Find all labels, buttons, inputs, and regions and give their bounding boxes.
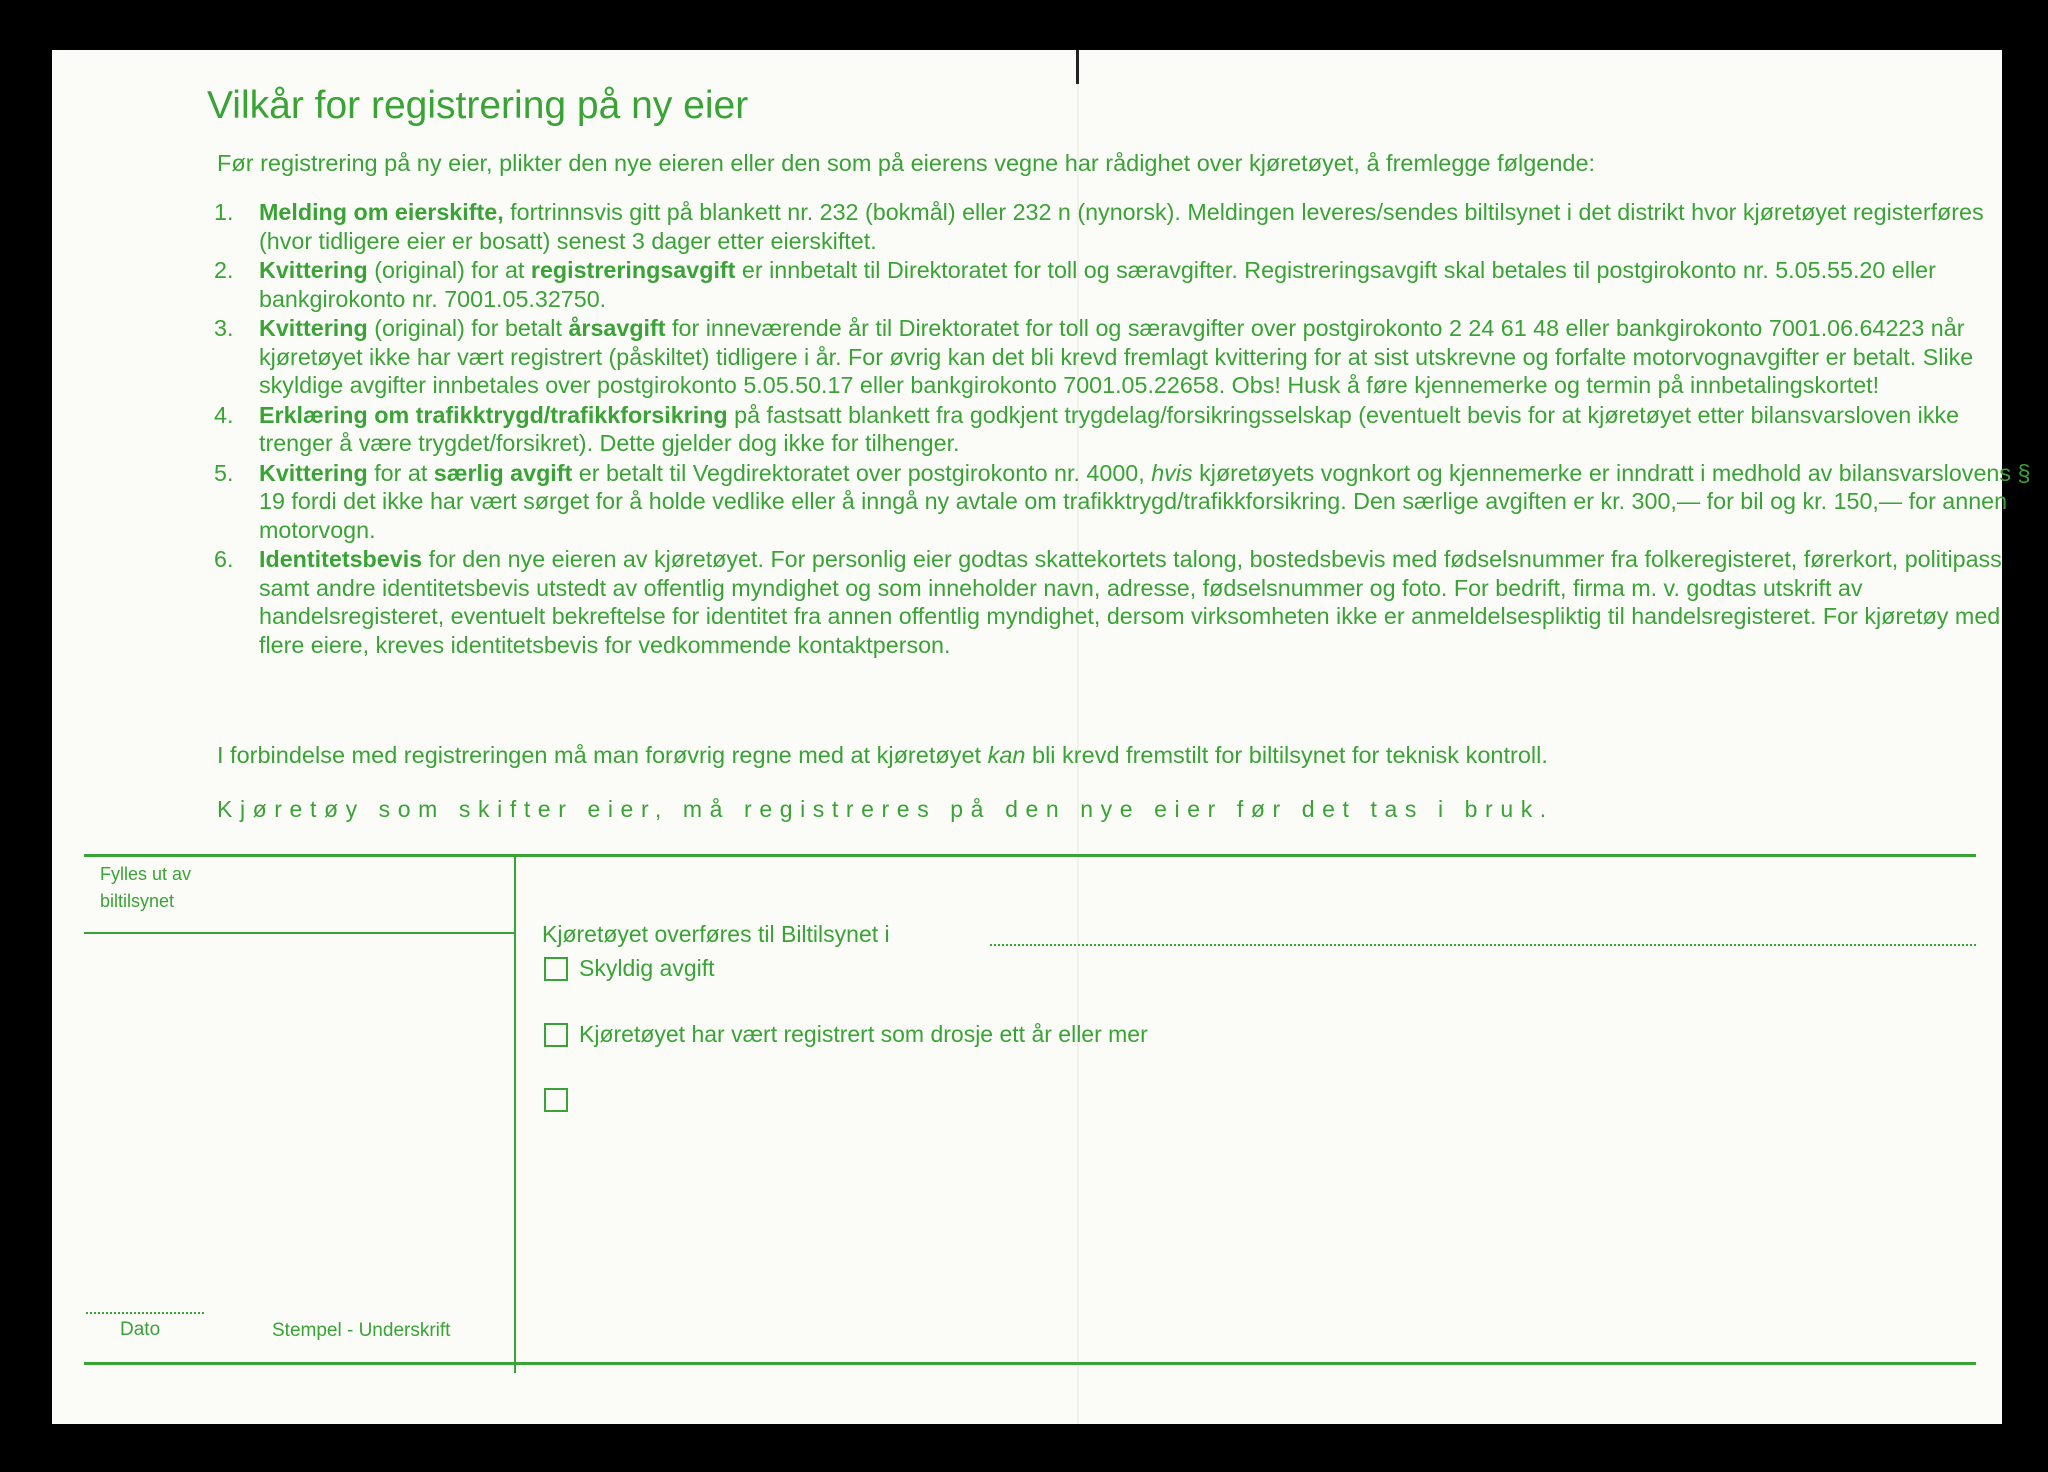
item-number: 5. <box>214 459 234 486</box>
item-lead: Kvittering <box>259 315 368 341</box>
checkbox-row <box>544 1088 579 1112</box>
checkbox-label: Skyldig avgift <box>579 955 715 981</box>
item-text: kjøretøyets vognkort og kjennemerke er inndratt i medhold av bilansvarslovens § 19 fordi det ikke har vært sørget for å holde vedlike eller å inngå ny avtale om trafikktrygd/trafikkforsikring. Den særlige avgiften er kr. 300,— for bil og kr. 150,— for annen motorvogn. <box>259 459 2031 543</box>
office-label-line: biltilsynet <box>100 891 175 911</box>
note-text: I forbindelse med registreringen må man forøvrig regne med at kjøretøyet <box>217 742 988 768</box>
form-top-rule <box>84 854 1976 857</box>
office-label-line: Fylles ut av <box>100 864 192 884</box>
item-text: på fastsatt blankett fra godkjent trygdelag/forsikringsselskap (eventuelt bevis for at kjøretøyet etter bilansvarsloven ikke trenger å være trygdet/forsikret). Dette gjelder dog ikke for tilhenger. <box>259 401 1960 456</box>
document-sheet <box>52 50 2031 1424</box>
item-number: 6. <box>214 546 234 572</box>
skyldig-avgift-checkbox[interactable] <box>544 957 568 981</box>
note-italic: kan <box>987 742 1026 768</box>
item-text: er innbetalt til Direktoratet for toll og særavgifter. Registreringsavgift skal betales til postgirokonto nr. 5.05.55.20 eller bankgirokonto nr. 7001.05.32750. <box>259 257 1936 312</box>
checkbox-row <box>544 955 715 982</box>
item-text: for inneværende år til Direktoratet for toll og særavgifter over postgirokonto 2 24 61 48 eller bankgirokonto 7001.06.64223 når kjøretøyet ikke har vært registrert (påskiltet) tidligere i år. For øvrig kan det bli krevd fremlagt kvittering for at sist utskrevne og forfalte motorvognavgifter er betalt. Slike skyldige avgifter innbetales over postgirokonto 5.05.50.17 eller bankgirokonto 7001.05.22658. Obs! Husk å føre kjennemerke og termin på innbetalingskortet! <box>259 315 1974 398</box>
item-text: (original) for at <box>367 257 531 283</box>
item-lead: Kvittering <box>259 459 368 486</box>
item-bold: særlig avgift <box>433 459 573 486</box>
item-number: 1. <box>214 199 234 225</box>
list-item <box>214 401 2039 458</box>
item-text: fortrinnsvis gitt på blankett nr. 232 (bokmål) eller 232 n (nynorsk). Meldingen leveres/sendes biltilsynet i det distrikt hvor kjøretøyet registerføres (hvor tidligere eier er bosatt) senest 3 dager etter eierskiftet. <box>259 199 1984 254</box>
item-lead: Melding om eierskifte, <box>259 199 504 225</box>
item-lead: Erklæring om trafikktrygd/trafikkforsikring <box>259 401 728 428</box>
item-lead: Kvittering <box>259 257 368 283</box>
checkbox-label: Kjøretøyet har vært registrert som drosje ett år eller mer <box>579 1021 1148 1047</box>
transfer-label: Kjøretøyet overføres til Biltilsynet i <box>542 921 890 947</box>
list-item <box>214 545 2039 659</box>
item-text: for den nye eieren av kjøretøyet. For personlig eier godtas skattekortets talong, bostedsbevis med fødselsnummer fra folkeregisteret, førerkort, politipass samt andre identitetsbevis utstedt av offentlig myndighet og som inneholder navn, adresse, fødselsnummer og foto. For bedrift, firma m. v. godtas utskrift av handelsregisteret, eventuelt bekreftelse for identitet fra annen offentlig myndighet, dersom virksomheten ikke er anmeldelsespliktig til handelsregisteret. For kjøretøy med flere eiere, kreves identitetsbevis for vedkommende kontaktperson. <box>259 546 2002 658</box>
item-number: 4. <box>214 401 234 428</box>
office-label <box>100 861 191 915</box>
requirements-list <box>214 198 2039 660</box>
stamp-label: Stempel - Underskrift <box>272 1320 451 1341</box>
list-item <box>214 256 2039 313</box>
checkbox-row <box>544 1021 1148 1048</box>
list-item <box>214 314 2039 400</box>
item-text: er betalt til Vegdirektoratet over postgirokonto nr. 4000, <box>572 459 1152 486</box>
note-text: bli krevd fremstilt for biltilsynet for teknisk kontroll. <box>1025 742 1548 768</box>
item-number: 2. <box>214 257 234 283</box>
item-text: (original) for betalt <box>367 315 569 341</box>
date-label: Dato <box>120 1319 161 1340</box>
item-bold: registreringsavgift <box>530 257 736 283</box>
intro-text: Før registrering på ny eier, plikter den nye eieren eller den som på eierens vegne har rådighet over kjøretøyet, å fremlegge følgende: <box>217 150 1596 176</box>
date-field[interactable] <box>86 1312 204 1314</box>
list-item <box>214 459 2039 545</box>
registration-note: Kjøretøy som skifter eier, må registreres på den nye eier før det tas i bruk. <box>217 796 1554 822</box>
inspection-note <box>217 742 1548 769</box>
blank-checkbox[interactable] <box>544 1088 568 1112</box>
fold-mark <box>1076 50 1079 84</box>
item-bold: årsavgift <box>568 315 666 341</box>
item-lead: Identitetsbevis <box>259 546 423 572</box>
office-label-rule <box>84 932 516 934</box>
item-number: 3. <box>214 315 234 341</box>
item-text: for at <box>367 459 434 486</box>
item-italic: hvis <box>1151 459 1193 486</box>
transfer-field[interactable] <box>990 944 1976 946</box>
list-item <box>214 198 2039 255</box>
drosje-checkbox[interactable] <box>544 1023 568 1047</box>
page-title: Vilkår for registrering på ny eier <box>207 84 749 127</box>
form-bottom-rule <box>84 1362 1976 1365</box>
